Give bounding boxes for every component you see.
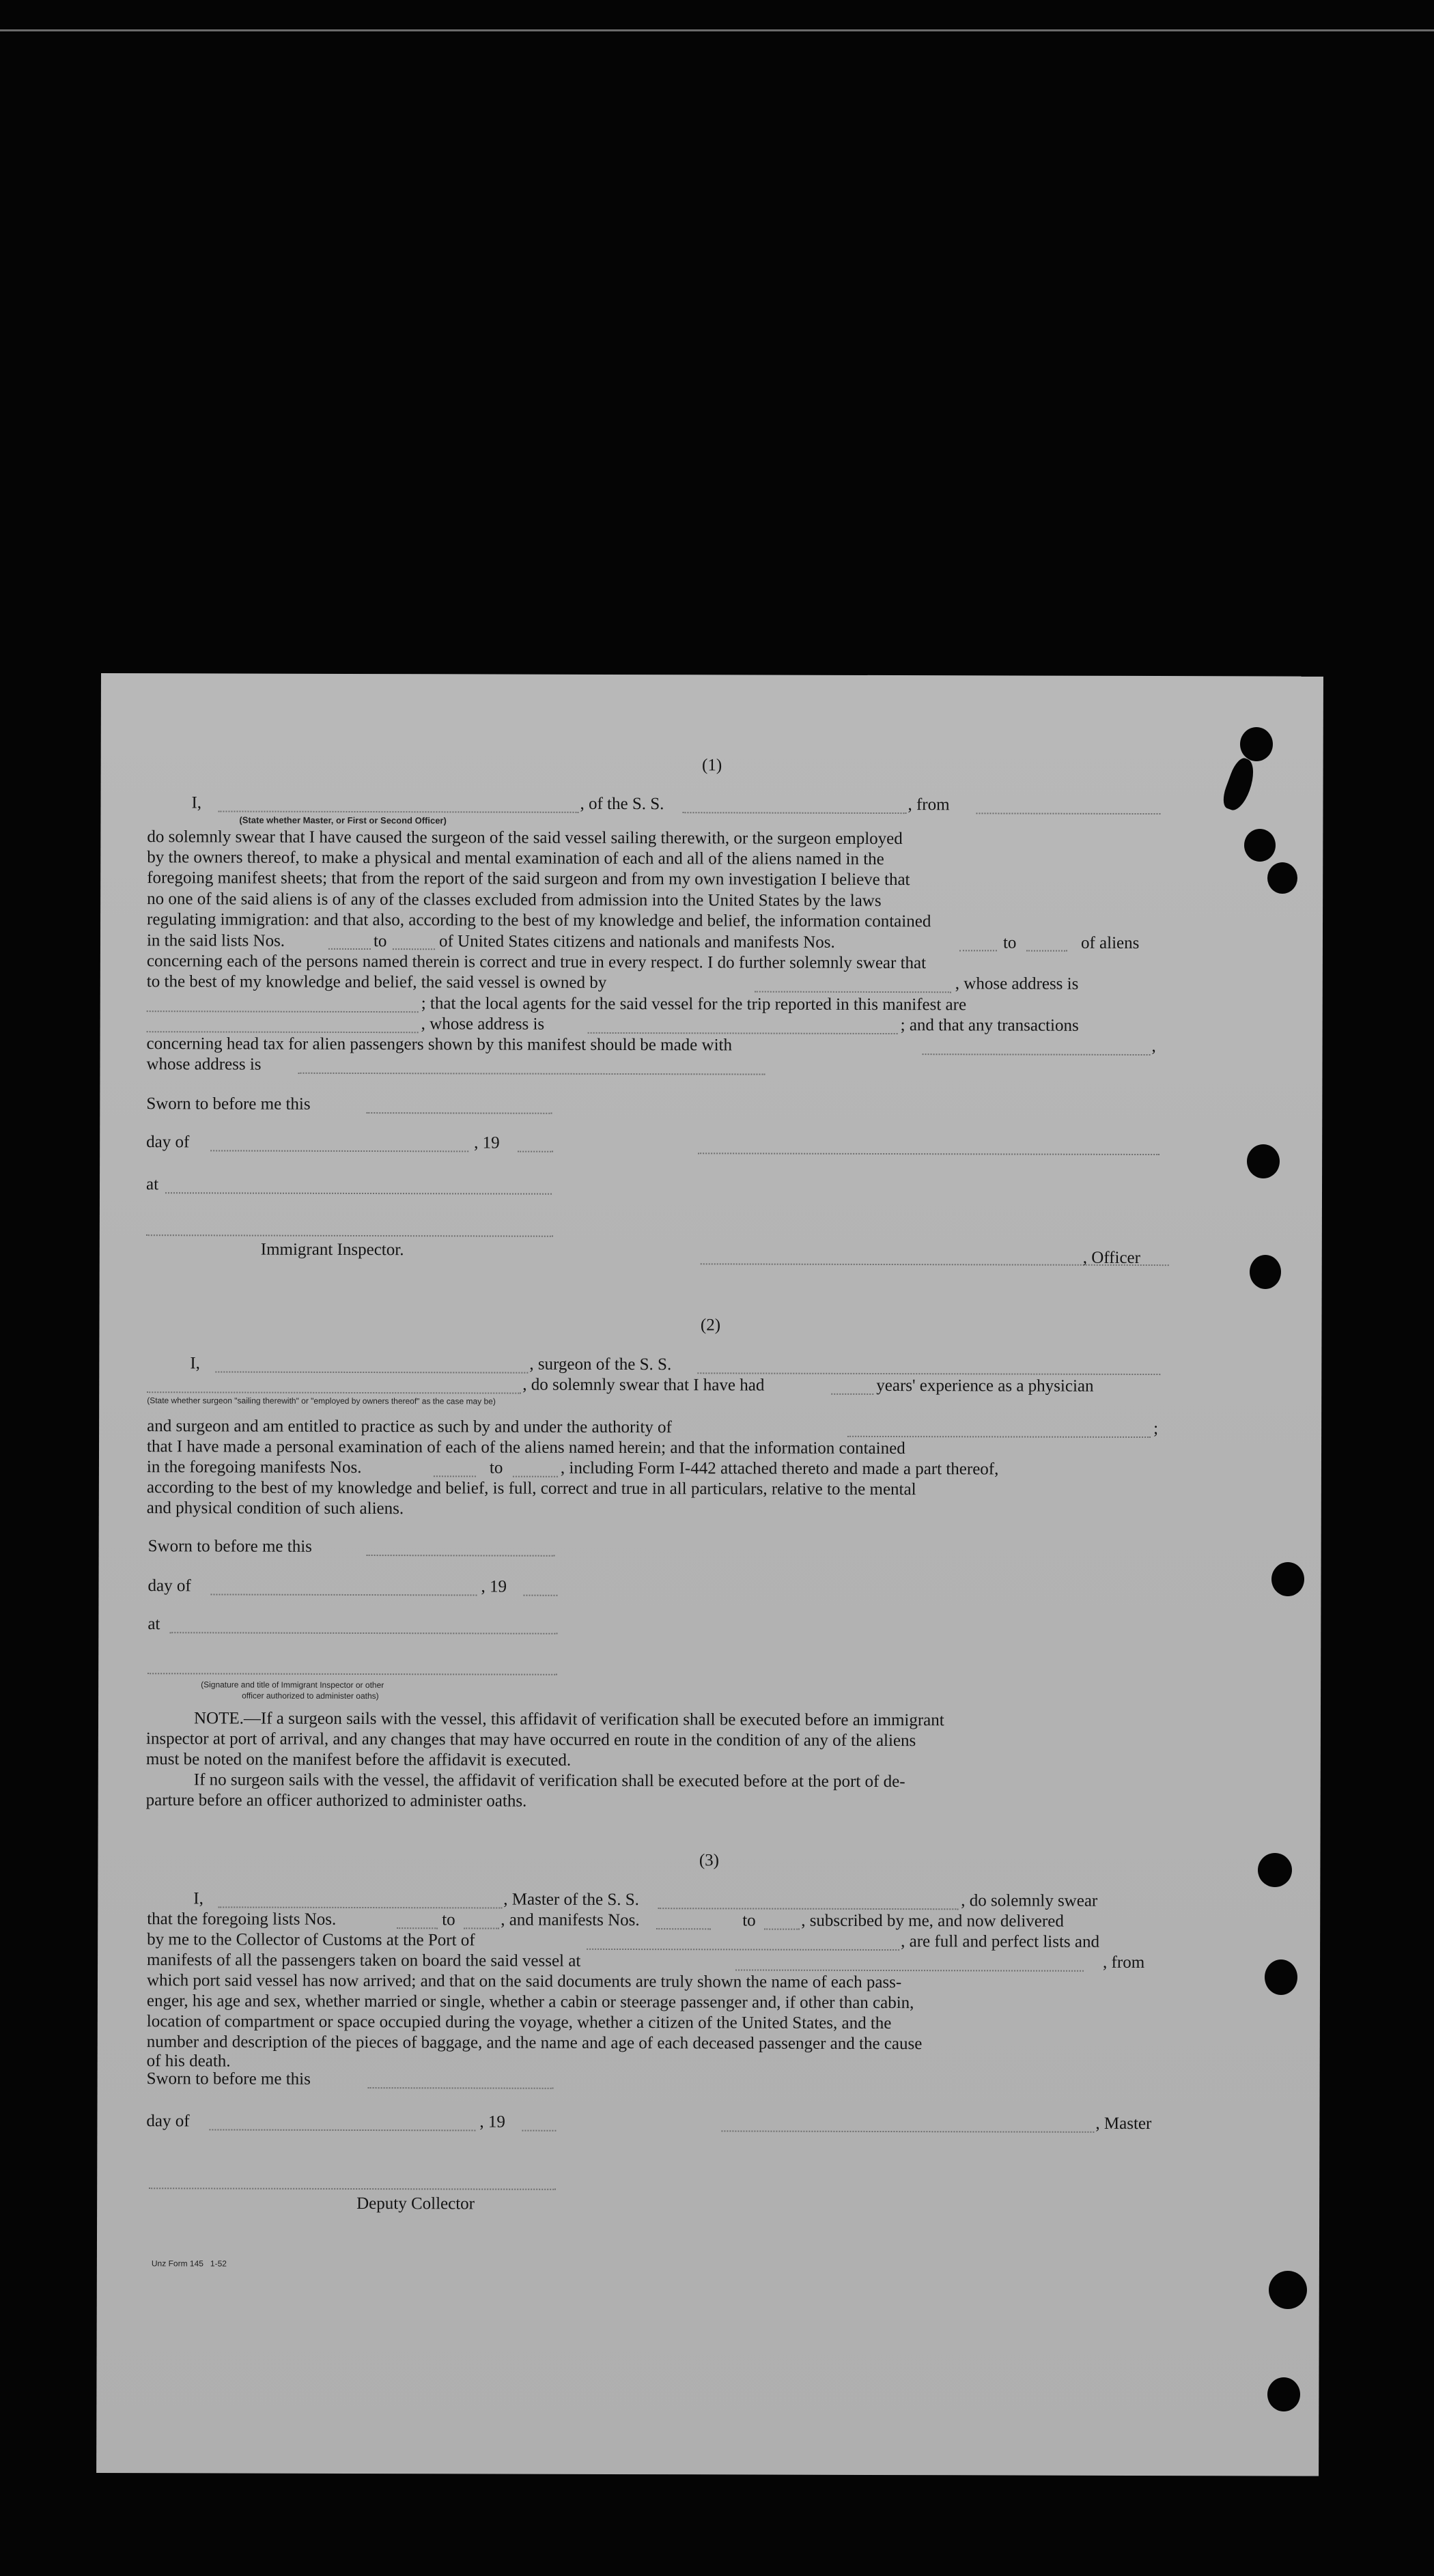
s2-manifests-from-field[interactable]: [434, 1475, 476, 1477]
s2-authority-end: ;: [1153, 1419, 1159, 1439]
s1-owned-by-label: to the best of my knowledge and belief, the said vessel is owned by: [146, 972, 607, 992]
s1-transactions-label: ; and that any transactions: [900, 1016, 1079, 1035]
s3-manifests-from-field[interactable]: [656, 1928, 711, 1929]
s1-line: by the owners thereof, to make a physical and mental examination of each and all of the aliens named in the: [147, 848, 884, 869]
s3-embark-port-field[interactable]: [735, 1969, 1084, 1971]
s2-authority-label: and surgeon and am entitled to practice as such by and under the authority of: [147, 1417, 672, 1437]
s3-vessel-field[interactable]: [658, 1908, 958, 1910]
section-2-number: (2): [700, 1316, 721, 1335]
s1-owner-address-field[interactable]: [147, 1010, 419, 1013]
scanner-edge-line: [0, 29, 1434, 31]
s1-head-tax-agent-field[interactable]: [923, 1053, 1151, 1056]
s3-line: enger, his age and sex, whether married or single, whether a cabin or steerage passenger and, if other than cabin,: [146, 1992, 914, 2013]
s2-signature-field[interactable]: [147, 1673, 557, 1675]
s3-collector-label: by me to the Collector of Customs at the Port of: [147, 1930, 475, 1950]
s1-from-label: , from: [908, 795, 950, 815]
s3-lists-to: to: [442, 1910, 455, 1929]
s1-line7: concerning each of the persons named therein is correct and true in every respect. I do further solemnly swear that: [146, 952, 927, 973]
s2-opening: I,: [190, 1354, 200, 1373]
s2-note-line: NOTE.—If a surgeon sails with the vessel, this affidavit of verification shall be executed before an immigrant: [193, 1709, 944, 1730]
s1-manifests-from-field[interactable]: [959, 950, 997, 951]
s2-year-field[interactable]: [523, 1595, 557, 1596]
s3-master-of-label: , Master of the S. S.: [503, 1890, 639, 1910]
s2-at-label: at: [147, 1615, 160, 1634]
s2-day-of-field[interactable]: [210, 1594, 477, 1596]
s1-local-agents-field[interactable]: [147, 1031, 419, 1033]
s1-agents-address-label: , whose address is: [421, 1015, 545, 1034]
s3-lists-to-field[interactable]: [464, 1927, 499, 1929]
s2-signature-note-2: officer authorized to administer oaths): [242, 1690, 379, 1701]
s1-agents-address-field[interactable]: [588, 1032, 898, 1034]
s3-manifests-label: , and manifests Nos.: [501, 1910, 640, 1930]
punch-hole: [1271, 1562, 1304, 1596]
s1-at-label: at: [146, 1175, 159, 1194]
section-3-number: (3): [699, 1851, 720, 1870]
s3-sworn-label: Sworn to before me this: [146, 2069, 311, 2089]
s1-day-of-field[interactable]: [210, 1150, 468, 1152]
s1-inspector-label: Immigrant Inspector.: [260, 1240, 404, 1260]
s1-officer-name-field[interactable]: [218, 810, 578, 812]
s1-line: foregoing manifest sheets; that from the report of the said surgeon and from my own investigation I believe that: [147, 868, 910, 890]
s3-port-field[interactable]: [587, 1949, 899, 1951]
s2-surgeon-of-label: , surgeon of the S. S.: [529, 1355, 672, 1374]
s1-inspector-signature-field[interactable]: [146, 1234, 553, 1237]
s3-master-label: , Master: [1095, 2114, 1152, 2134]
s3-subscribed-label: , subscribed by me, and now delivered: [801, 1911, 1064, 1931]
s3-opening: I,: [193, 1889, 203, 1908]
s2-line5: and physical condition of such aliens.: [146, 1499, 404, 1518]
s1-head-tax-address-field[interactable]: [298, 1073, 765, 1075]
punch-hole: [1244, 829, 1276, 862]
s3-day-of-field[interactable]: [209, 2129, 475, 2131]
s1-owner-address-label: , whose address is: [955, 974, 1079, 993]
s2-at-field[interactable]: [169, 1632, 557, 1634]
s1-aliens-label: of aliens: [1080, 933, 1140, 952]
s1-sworn-date-field[interactable]: [366, 1112, 552, 1114]
s2-note2-line: If no surgeon sails with the vessel, the affidavit of verification shall be executed before at the port of de-: [193, 1770, 905, 1792]
s1-owner-field[interactable]: [755, 991, 951, 993]
s2-sworn-field[interactable]: [367, 1555, 555, 1557]
s2-manifests-label: in the foregoing manifests Nos.: [146, 1458, 362, 1477]
s2-surgeon-type-field[interactable]: [147, 1391, 521, 1393]
s2-years-label: years' experience as a physician: [876, 1376, 1094, 1396]
manifest-affidavit-page: [96, 673, 1323, 2476]
s1-master-signature-field[interactable]: [698, 1152, 1159, 1155]
s3-line: number and description of the pieces of baggage, and the name and age of each deceased passenger and the cause: [146, 2033, 923, 2054]
s1-lists-to: to: [373, 932, 387, 951]
s1-head-tax-comma: ,: [1151, 1037, 1156, 1056]
s1-from-port-field[interactable]: [976, 812, 1160, 815]
s3-manifests-to-field[interactable]: [764, 1929, 800, 1930]
s1-manifests-to-field[interactable]: [1026, 950, 1067, 952]
s3-deputy-signature-field[interactable]: [149, 2188, 556, 2190]
s1-sworn-label: Sworn to before me this: [146, 1094, 311, 1114]
s2-swear-label: , do solemnly swear that I have had: [522, 1375, 765, 1395]
s1-of-ss-label: , of the S. S.: [580, 794, 664, 814]
s3-line: which port said vessel has now arrived; and that on the said documents are truly shown the name of each pass-: [146, 1971, 902, 1992]
s2-vessel-field[interactable]: [697, 1372, 1160, 1375]
s3-from-label: , from: [1103, 1953, 1145, 1972]
form-id: Unz Form 145 1-52: [151, 2259, 227, 2269]
punch-hole: [1240, 727, 1273, 761]
s1-year-label: , 19: [474, 1133, 500, 1152]
s2-day-of-label: day of: [147, 1576, 191, 1596]
s1-officer-label: , Officer: [1082, 1248, 1141, 1267]
punch-hole: [1258, 1853, 1292, 1887]
s1-line: do solemnly swear that I have caused the surgeon of the said vessel sailing therewith, or the surgeon employed: [147, 827, 903, 849]
s3-master-name-field[interactable]: [218, 1906, 502, 1908]
s2-manifests-to: to: [489, 1458, 503, 1477]
s2-note-line: inspector at port of arrival, and any changes that may have occurred en route in the condition of any of the aliens: [145, 1729, 916, 1751]
s3-master-signature-field[interactable]: [721, 2130, 1094, 2132]
s3-swear-label: , do solemnly swear: [961, 1891, 1098, 1910]
s2-surgeon-note: (State whether surgeon "sailing therewith" or "employed by owners thereof" as the case may be): [147, 1396, 496, 1406]
s3-lists-from-field[interactable]: [397, 1927, 438, 1929]
s3-day-of-label: day of: [146, 2112, 190, 2131]
s1-manifests-to: to: [1002, 933, 1017, 952]
s1-local-agents-label: ; that the local agents for the said vessel for the trip reported in this manifest are: [421, 994, 967, 1015]
s3-year-field[interactable]: [522, 2130, 556, 2132]
s1-line: no one of the said aliens is of any of the classes excluded from admission into the United States by the laws: [147, 890, 882, 910]
s2-line4: according to the best of my knowledge and belief, is full, correct and true in all particulars, relative to the mental: [146, 1478, 916, 1499]
section-1-number: (1): [702, 756, 722, 775]
s2-form-label: , including Form I-442 attached thereto and made a part thereof,: [560, 1458, 999, 1479]
s3-deputy-label: Deputy Collector: [356, 2194, 475, 2213]
s1-lists-to-field[interactable]: [393, 948, 435, 950]
punch-hole: [1269, 2271, 1307, 2309]
s1-lists-from-field[interactable]: [328, 948, 371, 950]
s2-authority-field[interactable]: [847, 1436, 1151, 1438]
s1-citizens-label: of United States citizens and nationals and manifests Nos.: [438, 932, 835, 952]
s3-taken-on-board-label: manifests of all the passengers taken on board the said vessel at: [147, 1951, 581, 1970]
punch-hole: [1250, 1255, 1281, 1289]
s1-vessel-name-field[interactable]: [682, 812, 906, 814]
s2-year-label: , 19: [481, 1577, 507, 1596]
s2-years-field[interactable]: [831, 1393, 873, 1395]
s3-last-line: of his death.: [146, 2052, 231, 2071]
s2-line2: that I have made a personal examination of each of the aliens named herein; and that the information contained: [146, 1437, 905, 1458]
s1-line: regulating immigration: and that also, according to the best of my knowledge and belief, the information contained: [147, 910, 931, 931]
s3-lists-label: that the foregoing lists Nos.: [147, 1910, 337, 1929]
s1-year-field[interactable]: [518, 1151, 553, 1152]
s1-at-field[interactable]: [165, 1192, 552, 1194]
punch-hole: [1267, 862, 1297, 894]
s1-head-tax-label: concerning head tax for alien passengers shown by this manifest should be made with: [146, 1034, 733, 1055]
punch-hole: [1265, 1959, 1297, 1995]
s3-lists-full-label: , are full and perfect lists and: [901, 1932, 1100, 1951]
s2-surgeon-name-field[interactable]: [215, 1371, 528, 1373]
s1-opening: I,: [191, 793, 202, 812]
punch-hole: [1247, 1144, 1280, 1178]
s2-note2-line: parture before an officer authorized to administer oaths.: [145, 1791, 527, 1811]
punch-hole: [1267, 2377, 1300, 2411]
s3-sworn-field[interactable]: [368, 2087, 554, 2089]
s3-line: location of compartment or space occupied during the voyage, whether a citizen of the United States, and the: [146, 2012, 892, 2033]
s2-note-line: must be noted on the manifest before the affidavit is executed.: [145, 1750, 572, 1770]
s1-lists-label: in the said lists Nos.: [146, 931, 285, 950]
s1-day-of-label: day of: [146, 1133, 190, 1152]
s2-sworn-label: Sworn to before me this: [147, 1537, 312, 1556]
s3-year-label: , 19: [479, 2112, 505, 2132]
s2-manifests-to-field[interactable]: [513, 1476, 558, 1477]
s1-officer-note: (State whether Master, or First or Second Officer): [239, 815, 447, 826]
s2-signature-note-1: (Signature and title of Immigrant Inspector or other: [201, 1680, 384, 1690]
s3-manifests-to: to: [742, 1911, 756, 1930]
s1-head-tax-address-label: whose address is: [146, 1055, 262, 1074]
